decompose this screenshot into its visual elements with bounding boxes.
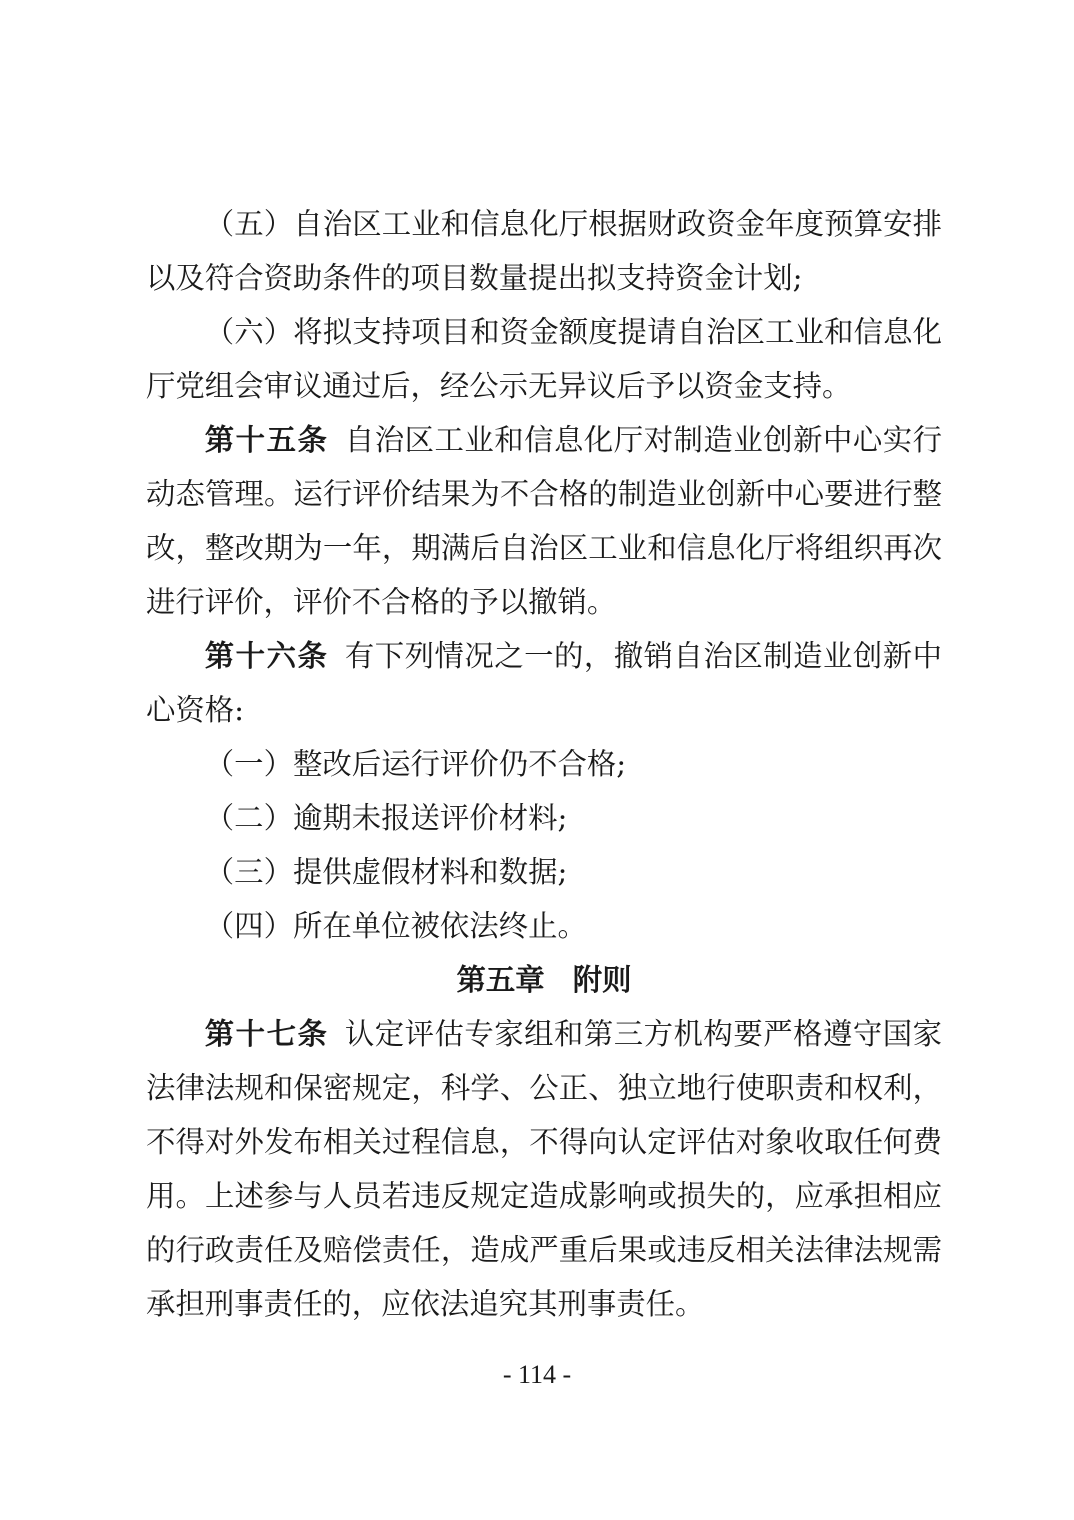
list-item: （一）整改后运行评价仍不合格; xyxy=(204,747,627,781)
page-number: - 114 - xyxy=(502,1360,572,1389)
chapter-heading xyxy=(146,953,942,1007)
paragraph-text: （五）自治区工业和信息化厅根据财政资金年度预算安排以及符合资助条件的项目数量提出拟支持资金计划; xyxy=(146,207,942,295)
list-item: （四）所在单位被依法终止。 xyxy=(204,909,587,943)
article-15 xyxy=(146,413,942,629)
article-label: 第十五条 xyxy=(204,423,329,457)
article-16 xyxy=(146,629,942,737)
paragraph-text: （六）将拟支持项目和资金额度提请自治区工业和信息化厅党组会审议通过后，经公示无异议后予以资金支持。 xyxy=(146,315,942,403)
article-label: 第十七条 xyxy=(204,1017,329,1051)
chapter-title: 附则 xyxy=(572,963,632,997)
article-label: 第十六条 xyxy=(204,639,329,673)
chapter-number: 第五章 xyxy=(456,963,545,997)
paragraph-item-5 xyxy=(146,197,942,305)
paragraph-item-6 xyxy=(146,305,942,413)
document-body xyxy=(146,197,942,1331)
list-item: （二）逾期未报送评价材料; xyxy=(204,801,568,835)
article-text: 认定评估专家组和第三方机构要严格遵守国家法律法规和保密规定，科学、公正、独立地行使职责和权利，不得对外发布相关过程信息，不得向认定评估对象收取任何费用。上述参与人员若违反规定造成影响或损失的，应承担相应的行政责任及赔偿责任，造成严重后果或违反相关法律法规需承担刑事责任的，应依法追究其刑事责任。 xyxy=(146,1017,943,1321)
article-17 xyxy=(146,1007,942,1331)
article-text: 有下列情况之一的，撤销自治区制造业创新中心资格: xyxy=(146,639,943,727)
article-text: 自治区工业和信息化厅对制造业创新中心实行动态管理。运行评价结果为不合格的制造业创新中心要进行整改，整改期为一年，期满后自治区工业和信息化厅将组织再次进行评价，评价不合格的予以撤销。 xyxy=(146,423,943,619)
list-item: （三）提供虚假材料和数据; xyxy=(204,855,568,889)
